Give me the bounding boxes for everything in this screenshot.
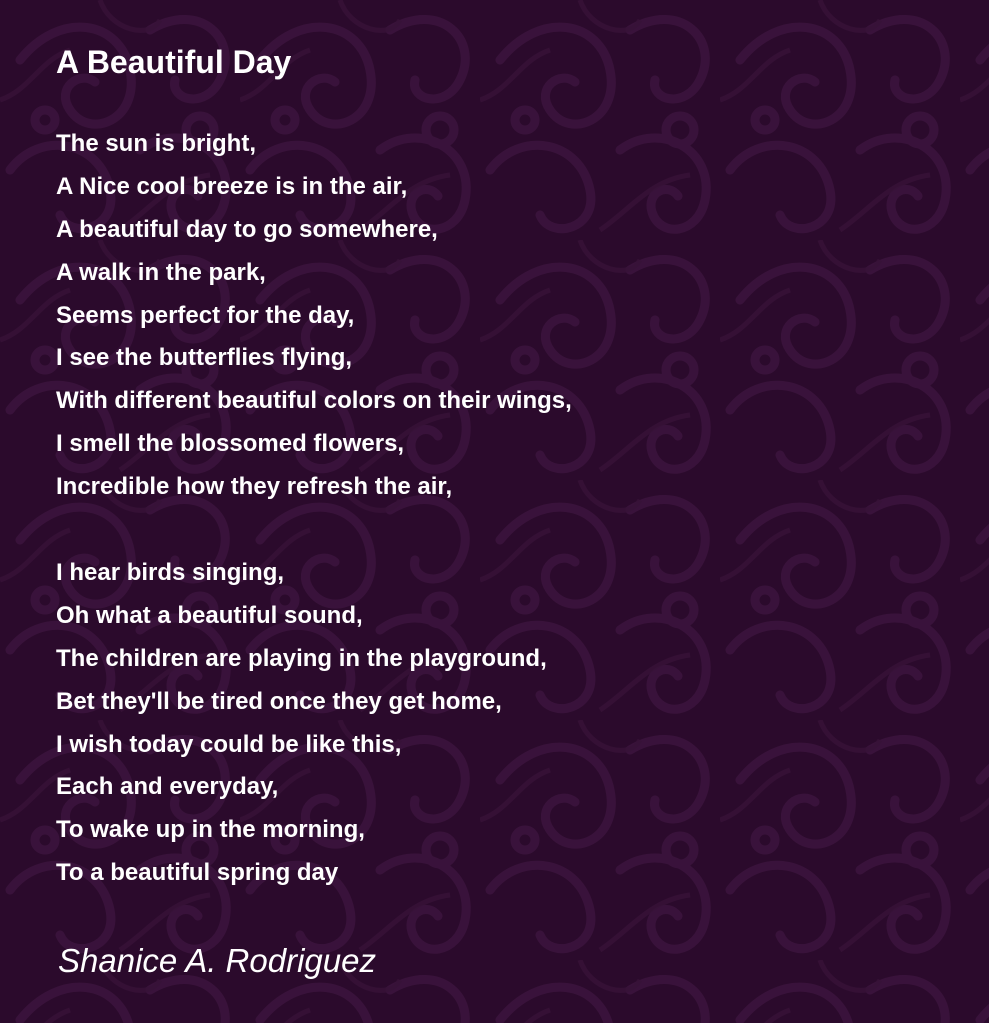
poem-line: With different beautiful colors on their wings, <box>56 387 572 415</box>
poem-line: A Nice cool breeze is in the air, <box>56 172 408 200</box>
poem-line: The sun is bright, <box>56 130 257 157</box>
poem-line: To a beautiful spring day <box>56 859 339 887</box>
poem-line: Each and everyday, <box>56 773 279 801</box>
poem-line: I wish today could be like this, <box>56 730 402 758</box>
poem-line: I hear birds singing, <box>56 559 285 586</box>
poem-line: I see the butterflies flying, <box>56 344 353 372</box>
poem-line: The children are playing in the playground, <box>56 644 547 672</box>
poem-line: Bet they'll be tired once they get home, <box>56 687 502 715</box>
poem-line: To wake up in the morning, <box>56 816 365 844</box>
poem-line: A walk in the park, <box>56 258 266 286</box>
poem-line: Incredible how they refresh the air, <box>56 473 453 501</box>
poem-line: I smell the blossomed flowers, <box>56 430 405 458</box>
poem-author: Shanice A. Rodriguez <box>58 942 376 979</box>
poem-line: Oh what a beautiful sound, <box>56 601 363 629</box>
stanza-1 <box>56 123 572 509</box>
stanza-2 <box>56 552 547 895</box>
poem-line: Seems perfect for the day, <box>56 301 355 329</box>
poem-line: A beautiful day to go somewhere, <box>56 215 438 243</box>
poem-title: A Beautiful Day <box>56 44 292 80</box>
